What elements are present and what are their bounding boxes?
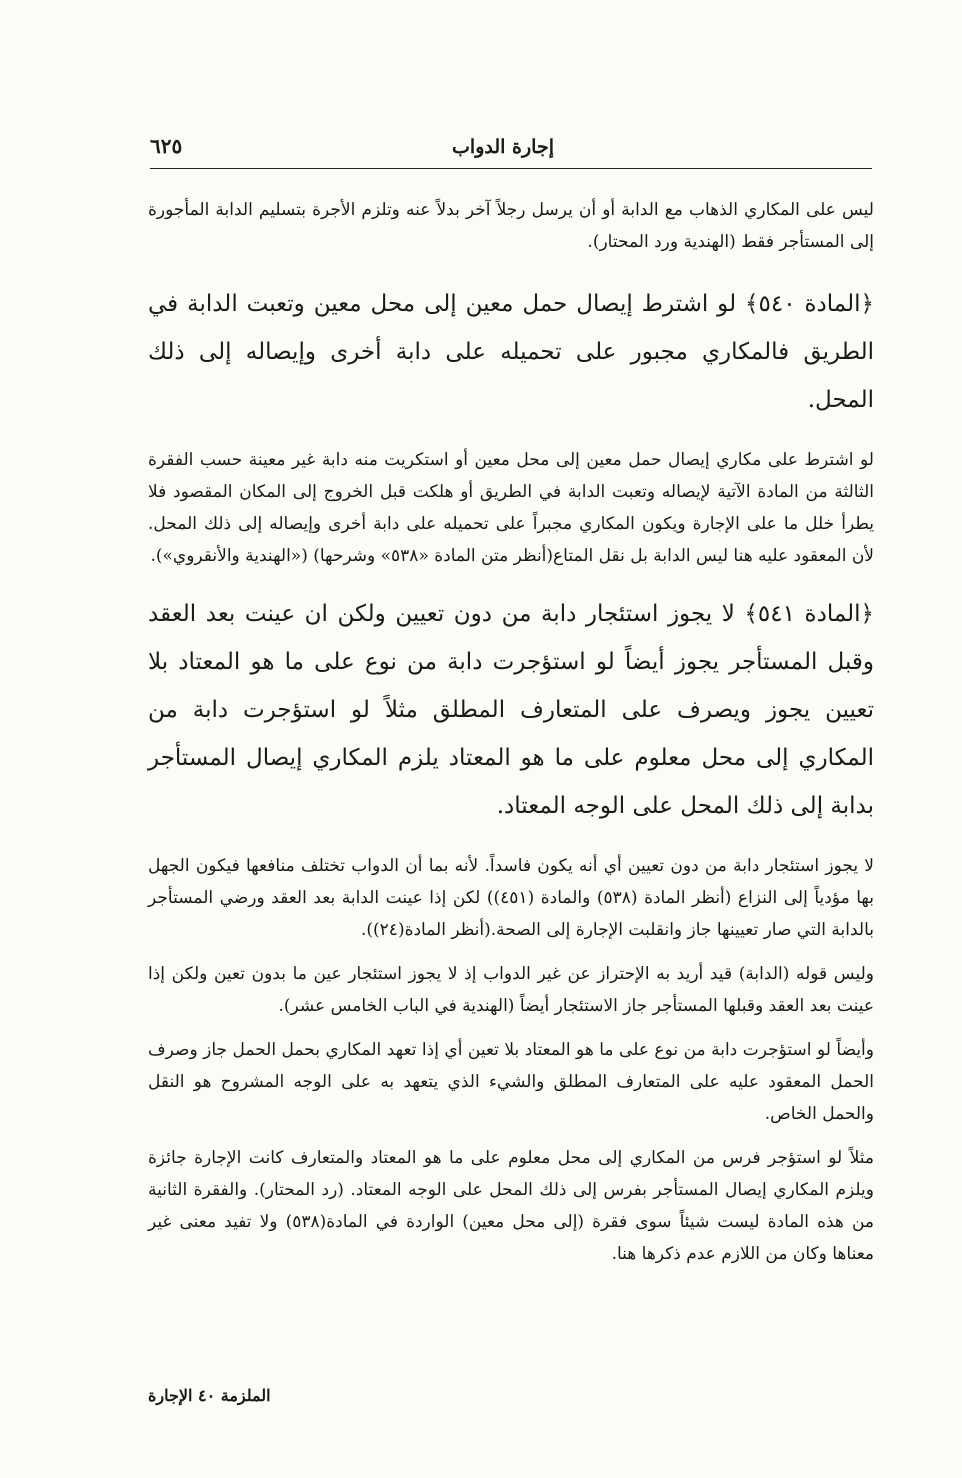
commentary-paragraph: لا يجوز استئجار دابة من دون تعيين أي أنه يكون فاسداً. لأنه بما أن الدواب تختلف منافعها فيكون الجهل بها مؤدياً إلى النزاع (أنظر المادة (٥٣٨) والمادة (٤٥١)) لكن إذا عينت الدابة بعد العقد ورضي المستأجر بالدابة التي صار تعيينها جاز وانقلبت الإجارة إلى الصحة.(أنظر المادة(٢٤)). <box>148 856 875 940</box>
page-number: ٦٢٥ <box>150 134 183 158</box>
commentary-paragraph: مثلاً لو استؤجر فرس من المكاري إلى محل معلوم على ما هو المعتاد والمتعارف كانت الإجارة جائزة ويلزم المكاري إيصال المستأجر بفرس إلى ذلك المحل على الوجه المعتاد. (رد المحتار). والفقرة الثانية من هذه المادة ليست شيئاً سوى فقرة (إلى محل معين) الواردة في المادة(٥٣٨) ولا تفيد معنى غير معناها وكان من اللازم عدم ذكرها هنا. <box>148 1148 874 1264</box>
header-rule <box>150 168 872 169</box>
signature-mark: الملزمة ٤٠ الإجارة <box>148 1386 271 1405</box>
page-body <box>148 194 874 1282</box>
page-header <box>150 134 872 166</box>
commentary-paragraph: ليس على المكاري الذهاب مع الدابة أو أن يرسل رجلاً آخر بدلاً عنه وتلزم الأجرة بتسليم الدابة المأجورة إلى المستأجر فقط (الهندية ورد المحتار). <box>148 200 874 252</box>
running-title: إجارة الدواب <box>452 136 554 158</box>
commentary-paragraph: لو اشترط على مكاري إيصال حمل معين إلى محل معين أو استكريت منه دابة غير معينة حسب الفقرة الثالثة من المادة الآتية لإيصاله وتعبت الدابة في الطريق أو هلكت قبل الخروج إلى المكان المقصود فلا يطرأ خلل ما على الإجارة ويكون المكاري مجبراً على تحميله على دابة أخرى وإيصاله إلى ذلك المحل. لأن المعقود عليه هنا ليس الدابة بل نقل المتاع(أنظر متن المادة «٥٣٨» وشرحها) («الهندية والأنقروي»). <box>148 450 874 566</box>
article-541: ﴿المادة ٥٤١﴾ لا يجوز استئجار دابة من دون تعيين ولكن ان عينت بعد العقد وقبل المستأجر يجوز أيضاً لو استؤجرت دابة من نوع على ما هو المعتاد بلا تعيين يجوز ويصرف على المتعارف المطلق مثلاً لو استؤجرت دابة من المكاري إلى محل معلوم على ما هو المعتاد يلزم المكاري إيصال المستأجر بدابة إلى ذلك المحل على الوجه المعتاد. <box>148 601 874 819</box>
article-540: ﴿المادة ٥٤٠﴾ لو اشترط إيصال حمل معين إلى محل معين وتعبت الدابة في الطريق فالمكاري مجبور على تحميله على دابة أخرى وإيصاله إلى ذلك المحل. <box>148 291 874 413</box>
commentary-paragraph: وأيضاً لو استؤجرت دابة من نوع على ما هو المعتاد بلا تعين أي إذا تعهد المكاري بحمل الحمل جاز وصرف الحمل المعقود عليه على المتعارف المطلق والشيء الذي يتعهد به على الوجه المشروح هو النقل والحمل الخاص. <box>148 1040 874 1124</box>
commentary-paragraph: وليس قوله (الدابة) قيد أريد به الإحتراز عن غير الدواب إذ لا يجوز استئجار عين ما بدون تعين ولكن إذا عينت بعد العقد وقبلها المستأجر جاز الاستئجار أيضاً (الهندية في الباب الخامس عشر). <box>148 964 874 1016</box>
